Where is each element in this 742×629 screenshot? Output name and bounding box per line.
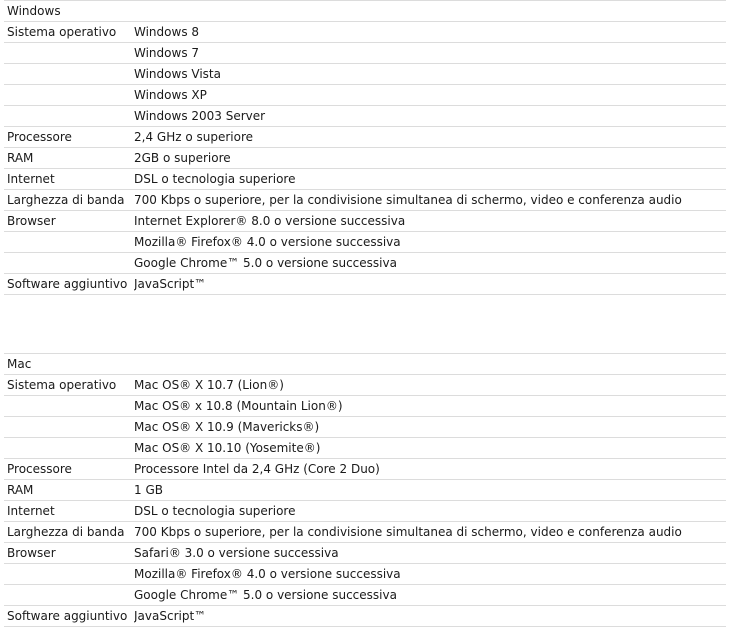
row-value: Windows 8: [134, 25, 200, 39]
table-row: [4, 375, 726, 396]
row-label: RAM: [7, 483, 34, 497]
section-windows: [4, 0, 726, 295]
row-label: Processore: [7, 130, 72, 144]
row-value: 700 Kbps o superiore, per la condivisione simultanea di schermo, video e conferenza audio: [134, 525, 682, 539]
row-label: Sistema operativo: [7, 25, 117, 39]
table-row: [4, 417, 726, 438]
row-value: 2GB o superiore: [134, 151, 231, 165]
row-value: Windows Vista: [134, 67, 221, 81]
table-row: [4, 64, 726, 85]
table-row: [4, 148, 726, 169]
table-row: [4, 543, 726, 564]
row-label: Larghezza di banda: [7, 525, 125, 539]
row-value: DSL o tecnologia superiore: [134, 172, 296, 186]
table-row: [4, 522, 726, 543]
table-row: [4, 127, 726, 148]
row-label: [4, 438, 134, 458]
table-row: [4, 606, 726, 627]
table-row: [4, 211, 726, 232]
table-row: [4, 22, 726, 43]
row-value: Windows 2003 Server: [134, 109, 266, 123]
row-label: Processore: [7, 462, 72, 476]
section-spacer: [4, 295, 726, 353]
section-title: Windows: [7, 4, 61, 18]
row-value: Google Chrome™ 5.0 o versione successiva: [134, 588, 397, 602]
row-value: Mac OS® X 10.10 (Yosemite®): [134, 441, 321, 455]
section-rows-windows: [4, 22, 726, 295]
row-label: [4, 253, 134, 273]
row-label: [4, 232, 134, 252]
section-mac: [4, 353, 726, 627]
row-value: 700 Kbps o superiore, per la condivisione simultanea di schermo, video e conferenza audio: [134, 193, 682, 207]
section-title: Mac: [7, 357, 32, 371]
table-row: [4, 480, 726, 501]
row-label: Software aggiuntivo: [7, 277, 128, 291]
row-value: JavaScript™: [134, 277, 207, 291]
row-label: [4, 417, 134, 437]
table-row: [4, 253, 726, 274]
row-label: RAM: [7, 151, 34, 165]
section-rows-mac: [4, 375, 726, 627]
table-row: [4, 396, 726, 417]
row-value: 1 GB: [134, 483, 163, 497]
row-label: Sistema operativo: [7, 378, 117, 392]
row-label: Browser: [7, 546, 56, 560]
row-label: [4, 85, 134, 105]
table-row: [4, 585, 726, 606]
requirements-sheet: [4, 0, 726, 627]
table-row: [4, 85, 726, 106]
table-row: [4, 274, 726, 295]
row-value: Google Chrome™ 5.0 o versione successiva: [134, 256, 397, 270]
row-value: Mac OS® X 10.7 (Lion®): [134, 378, 284, 392]
section-header-windows: [4, 0, 726, 22]
row-value: 2,4 GHz o superiore: [134, 130, 254, 144]
section-header-mac: [4, 353, 726, 375]
table-row: [4, 501, 726, 522]
row-value: Mac OS® X 10.9 (Mavericks®): [134, 420, 320, 434]
table-row: [4, 459, 726, 480]
row-label: [4, 64, 134, 84]
table-row: [4, 190, 726, 211]
row-label: Software aggiuntivo: [7, 609, 128, 623]
table-row: [4, 43, 726, 64]
row-label: Internet: [7, 504, 55, 518]
table-row: [4, 232, 726, 253]
row-label: [4, 564, 134, 584]
row-label: Internet: [7, 172, 55, 186]
row-value: DSL o tecnologia superiore: [134, 504, 296, 518]
row-value: Safari® 3.0 o versione successiva: [134, 546, 339, 560]
row-value: Windows XP: [134, 88, 207, 102]
row-value: Processore Intel da 2,4 GHz (Core 2 Duo): [134, 462, 380, 476]
row-value: Mozilla® Firefox® 4.0 o versione successiva: [134, 567, 401, 581]
table-row: [4, 438, 726, 459]
row-label: Browser: [7, 214, 56, 228]
row-value: Windows 7: [134, 46, 200, 60]
row-label: Larghezza di banda: [7, 193, 125, 207]
row-label: [4, 106, 134, 126]
row-label: [4, 585, 134, 605]
table-row: [4, 169, 726, 190]
table-row: [4, 106, 726, 127]
row-label: [4, 43, 134, 63]
table-row: [4, 564, 726, 585]
row-value: Mac OS® x 10.8 (Mountain Lion®): [134, 399, 343, 413]
row-value: Mozilla® Firefox® 4.0 o versione successiva: [134, 235, 401, 249]
row-value: Internet Explorer® 8.0 o versione successiva: [134, 214, 406, 228]
row-value: JavaScript™: [134, 609, 207, 623]
row-label: [4, 396, 134, 416]
